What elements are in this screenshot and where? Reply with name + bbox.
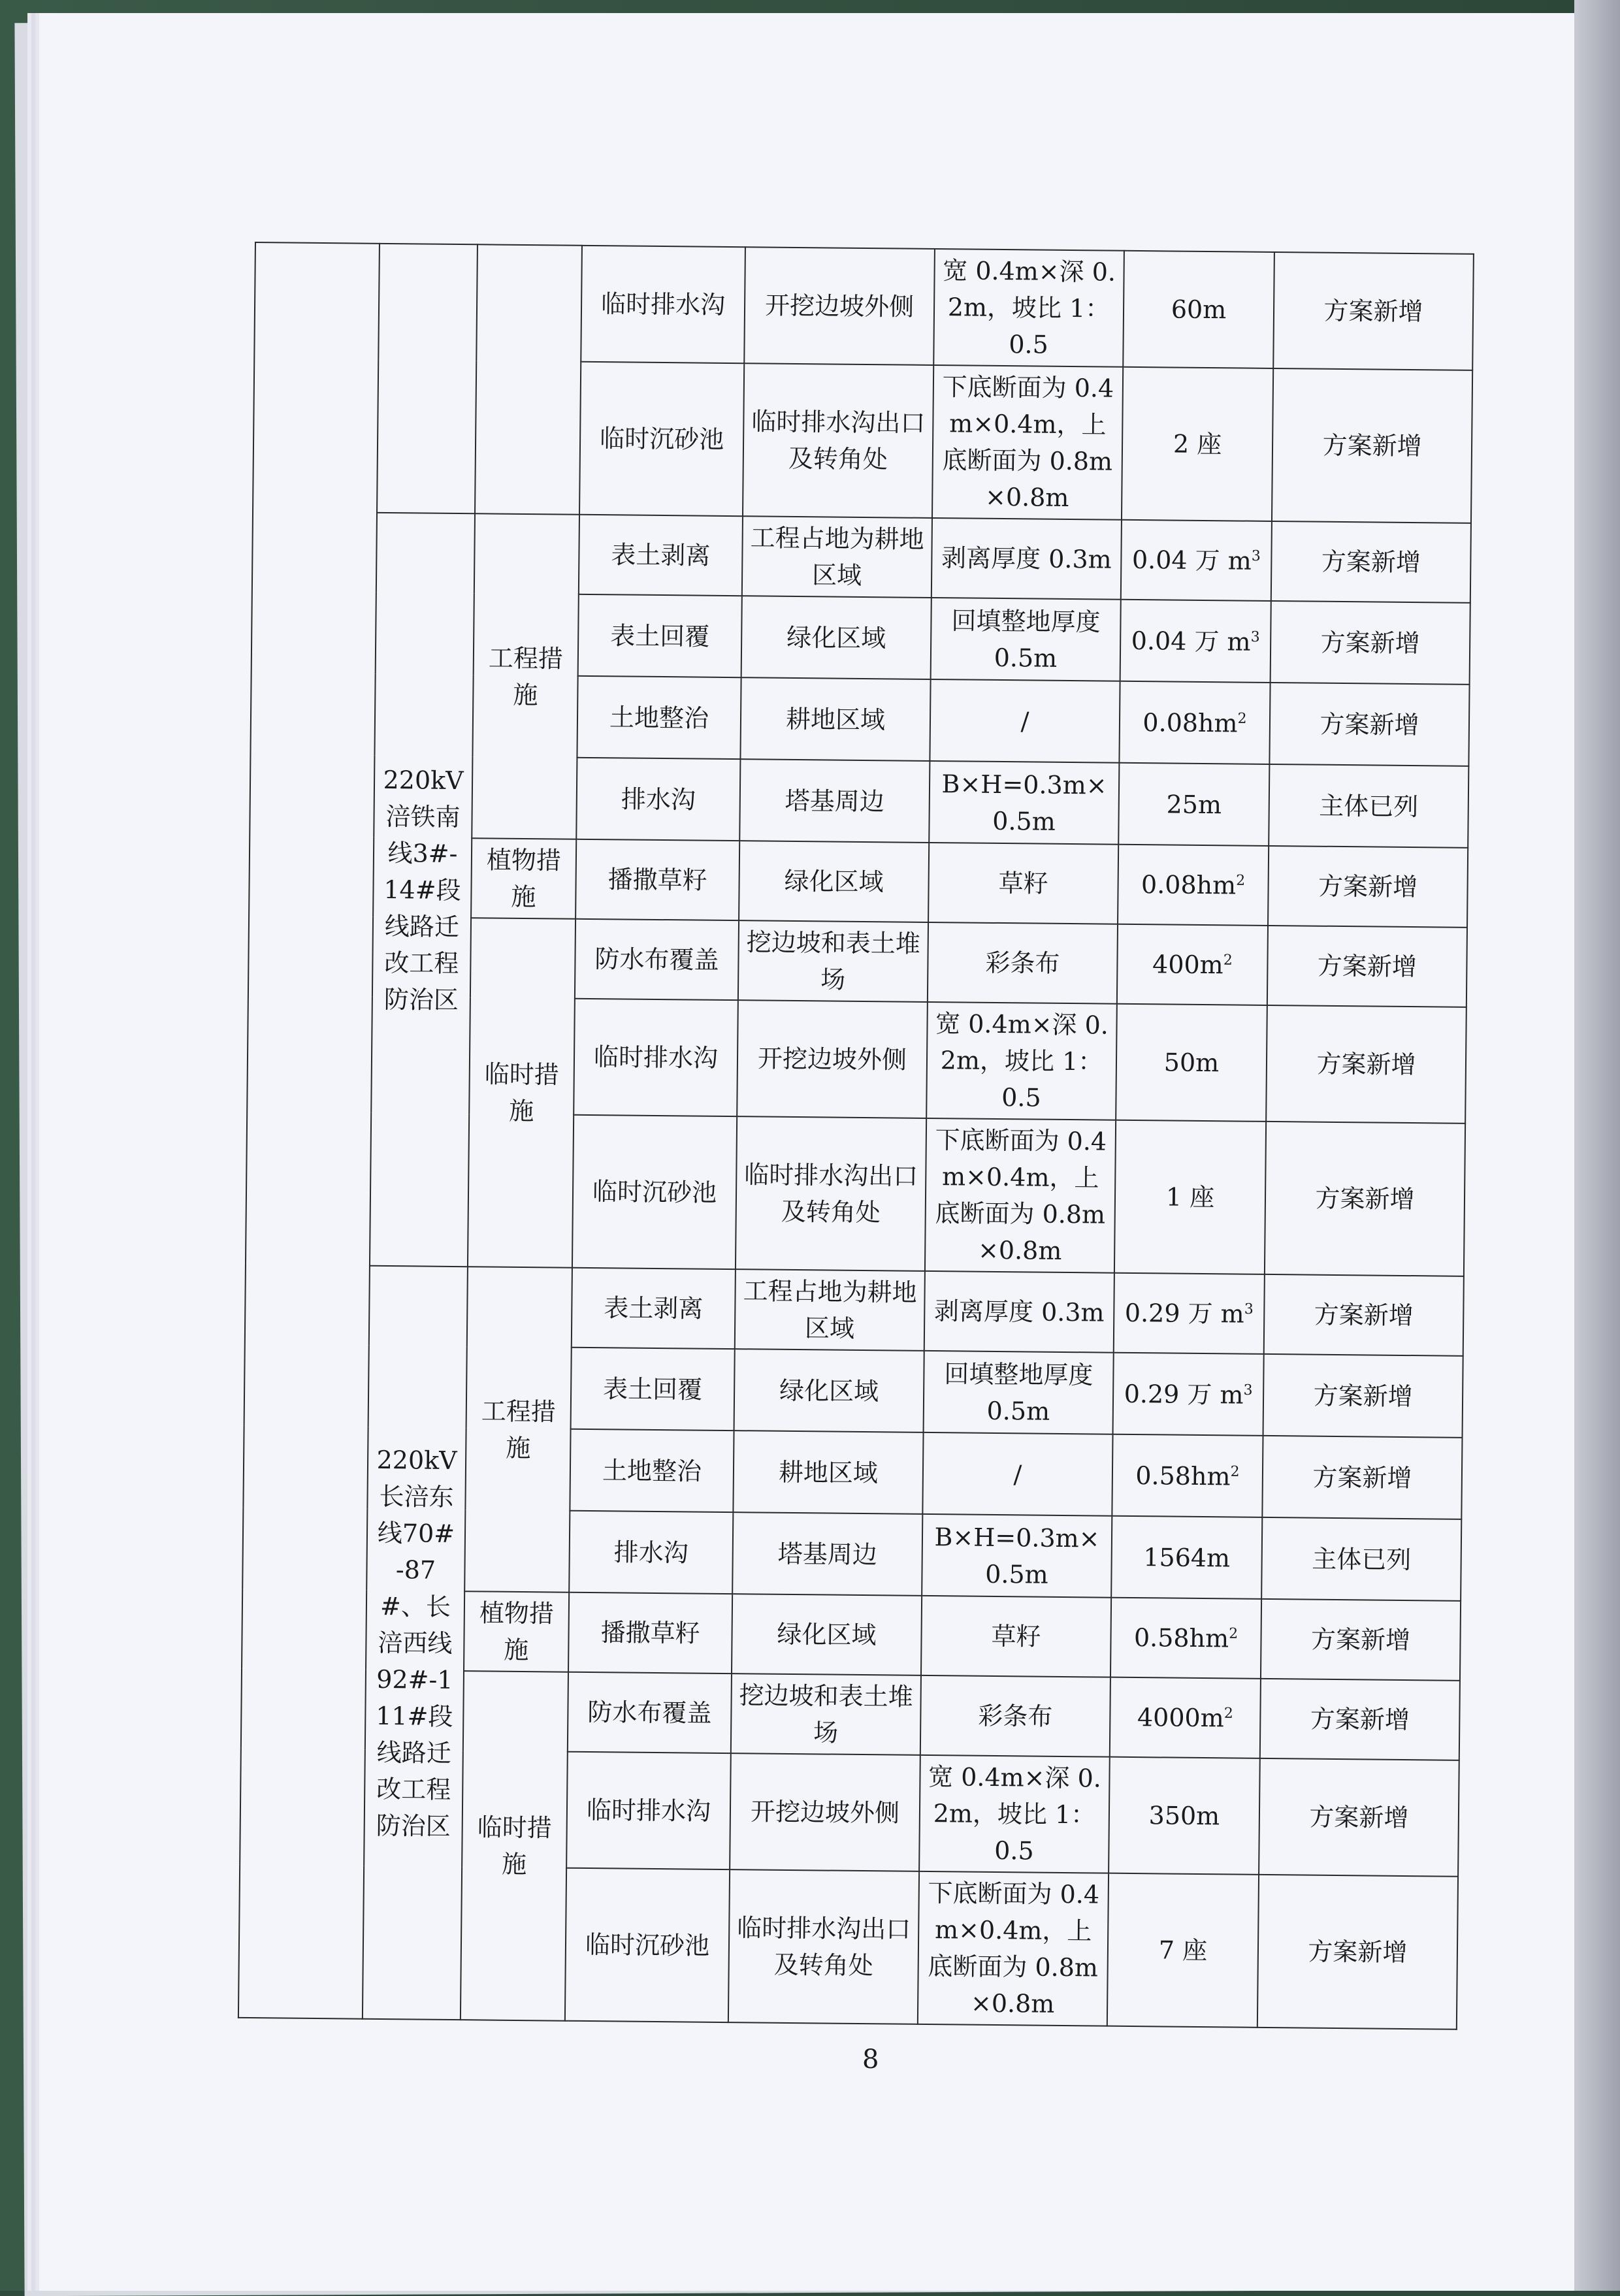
spec-cell: 回填整地厚度 0.5m <box>924 1351 1114 1434</box>
quantity-cell <box>1118 763 1269 846</box>
quantity-value: 1 座 <box>1165 1182 1215 1212</box>
spec-cell: B×H=0.3m×0.5m <box>922 1514 1112 1598</box>
measures-table <box>238 242 1474 2030</box>
category-cell: 植物措施 <box>464 1591 569 1672</box>
category-cell: 工程措施 <box>472 513 579 839</box>
spec-cell: 彩条布 <box>920 1675 1110 1757</box>
quantity-value: 0.04 万 m <box>1131 626 1251 656</box>
measure-cell: 土地整治 <box>577 676 741 759</box>
measure-cell: 临时沉砂池 <box>572 1115 737 1269</box>
spec-cell: 下底断面为 0.4m×0.4m，上底断面为 0.8m×0.8m <box>925 1118 1116 1273</box>
spec-cell: / <box>930 679 1120 763</box>
quantity-value: 4000m <box>1137 1703 1224 1733</box>
quantity-cell <box>1123 251 1274 368</box>
spec-cell: B×H=0.3m×0.5m <box>929 761 1119 845</box>
spec-cell: 下底断面为 0.4m×0.4m，上底断面为 0.8m×0.8m <box>932 365 1123 520</box>
status-cell: 主体已列 <box>1269 764 1468 848</box>
quantity-value: 0.58hm <box>1133 1623 1229 1653</box>
location-cell: 挖边坡和表土堆场 <box>731 1673 921 1755</box>
unit-exponent: 2 <box>1223 952 1233 969</box>
status-cell: 方案新增 <box>1273 252 1474 370</box>
measure-cell: 防水布覆盖 <box>568 1672 732 1753</box>
status-cell: 主体已列 <box>1261 1517 1461 1601</box>
quantity-value: 350m <box>1148 1801 1220 1831</box>
measure-cell: 排水沟 <box>576 758 740 841</box>
quantity-value: 0.29 万 m <box>1124 1298 1244 1329</box>
location-cell: 绿化区域 <box>734 1349 924 1432</box>
quantity-cell <box>1111 1516 1262 1599</box>
quantity-cell <box>1122 367 1273 521</box>
quantity-value: 25m <box>1166 789 1222 819</box>
page-number: 8 <box>862 2045 879 2075</box>
unit-exponent: 2 <box>1236 872 1246 889</box>
quantity-cell <box>1109 1757 1260 1875</box>
measure-cell: 表土剥离 <box>572 1268 736 1349</box>
quantity-cell <box>1119 681 1270 764</box>
quantity-value: 7 座 <box>1158 1935 1208 1965</box>
unit-exponent: 3 <box>1243 1382 1253 1399</box>
measure-cell: 表土回覆 <box>571 1348 735 1431</box>
outer-blank-cell <box>238 242 380 2019</box>
quantity-cell <box>1118 845 1269 926</box>
status-cell: 方案新增 <box>1271 601 1470 685</box>
location-cell: 开挖边坡外侧 <box>737 1000 928 1118</box>
quantity-value: 50m <box>1163 1048 1220 1078</box>
quantity-cell <box>1110 1677 1261 1758</box>
location-cell: 开挖边坡外侧 <box>730 1753 920 1871</box>
measure-cell: 临时沉砂池 <box>579 362 744 516</box>
unit-exponent: 3 <box>1250 628 1260 645</box>
location-cell: 塔基周边 <box>739 759 930 843</box>
region-cell: 220kV涪铁南线3#-14#段线路迁改工程防治区 <box>370 513 475 1267</box>
status-cell: 方案新增 <box>1263 1354 1463 1438</box>
unit-exponent: 3 <box>1244 1301 1254 1318</box>
quantity-value: 400m <box>1152 950 1223 980</box>
category-cell: 工程措施 <box>464 1267 572 1593</box>
status-cell: 方案新增 <box>1267 926 1467 1007</box>
quantity-cell <box>1110 1598 1261 1679</box>
status-cell: 方案新增 <box>1259 1758 1459 1877</box>
measures-table-body <box>238 242 1474 2029</box>
table-row <box>254 242 1474 370</box>
status-cell: 方案新增 <box>1262 1436 1462 1519</box>
measure-cell: 播撒草籽 <box>568 1593 732 1673</box>
status-cell: 方案新增 <box>1271 521 1471 603</box>
measure-cell: 土地整治 <box>570 1429 734 1512</box>
region-cell <box>377 244 478 513</box>
measure-cell: 临时排水沟 <box>566 1752 731 1869</box>
quantity-value: 0.58hm <box>1135 1461 1231 1491</box>
unit-exponent: 2 <box>1223 1705 1233 1722</box>
quantity-cell <box>1113 1353 1264 1436</box>
measure-cell: 临时排水沟 <box>574 999 738 1116</box>
category-cell: 临时措施 <box>461 1671 568 2021</box>
quantity-value: 0.04 万 m <box>1131 545 1252 575</box>
spec-cell: 下底断面为 0.4m×0.4m，上底断面为 0.8m×0.8m <box>918 1871 1109 2026</box>
region-cell: 220kV长涪东线70#-87#、长涪西线92#-111#段线路迁改工程防治区 <box>363 1266 468 2020</box>
unit-exponent: 3 <box>1251 548 1261 565</box>
status-cell: 方案新增 <box>1264 1274 1464 1356</box>
location-cell: 临时排水沟出口及转角处 <box>736 1116 926 1271</box>
spec-cell: 草籽 <box>928 843 1118 924</box>
quantity-value: 1564m <box>1143 1542 1231 1572</box>
spec-cell: 宽 0.4m×深 0.2m，坡比 1：0.5 <box>919 1755 1110 1873</box>
location-cell: 开挖边坡外侧 <box>744 247 935 365</box>
location-cell: 工程占地为耕地区域 <box>742 516 932 598</box>
quantity-value: 2 座 <box>1173 429 1222 459</box>
table-row <box>245 1265 1464 1356</box>
location-cell: 耕地区域 <box>733 1431 923 1514</box>
quantity-cell <box>1116 1004 1267 1122</box>
quantity-cell <box>1112 1434 1263 1517</box>
location-cell: 临时排水沟出口及转角处 <box>743 363 933 518</box>
status-cell: 方案新增 <box>1266 1005 1466 1124</box>
location-cell: 塔基周边 <box>732 1512 922 1596</box>
quantity-value: 60m <box>1171 295 1227 325</box>
measure-cell: 表土剥离 <box>579 515 743 596</box>
location-cell: 挖边坡和表土堆场 <box>738 920 928 1002</box>
spec-cell: 宽 0.4m×深 0.2m，坡比 1：0.5 <box>926 1002 1117 1120</box>
measure-cell: 播撒草籽 <box>575 839 739 920</box>
quantity-cell <box>1114 1273 1265 1354</box>
category-cell: 临时措施 <box>468 918 575 1268</box>
location-cell: 临时排水沟出口及转角处 <box>728 1869 919 2024</box>
measure-cell: 防水布覆盖 <box>575 919 739 1000</box>
spec-cell: 回填整地厚度 0.5m <box>931 598 1121 681</box>
unit-exponent: 2 <box>1230 1463 1240 1480</box>
location-cell: 工程占地为耕地区域 <box>735 1269 925 1351</box>
quantity-cell <box>1107 1873 1259 2028</box>
status-cell: 方案新增 <box>1260 1679 1460 1760</box>
status-cell: 方案新增 <box>1272 368 1472 523</box>
measure-cell: 排水沟 <box>569 1511 733 1594</box>
status-cell: 方案新增 <box>1257 1875 1458 2029</box>
spec-cell: 剥离厚度 0.3m <box>924 1271 1114 1353</box>
quantity-cell <box>1121 520 1272 601</box>
status-cell: 方案新增 <box>1269 683 1469 766</box>
table-row <box>252 511 1471 603</box>
location-cell: 绿化区域 <box>739 841 929 922</box>
spec-cell: 剥离厚度 0.3m <box>932 518 1122 600</box>
unit-exponent: 2 <box>1229 1625 1239 1642</box>
category-cell <box>475 244 582 515</box>
measure-cell: 临时排水沟 <box>581 246 745 363</box>
location-cell: 绿化区域 <box>732 1594 922 1675</box>
status-cell: 方案新增 <box>1261 1599 1461 1681</box>
quantity-cell <box>1120 600 1271 683</box>
measure-cell: 临时沉砂池 <box>565 1868 730 2022</box>
scanner-edge-shadow <box>1574 0 1620 2291</box>
category-cell: 植物措施 <box>471 838 576 919</box>
quantity-value: 0.29 万 m <box>1124 1379 1244 1410</box>
measure-cell: 表土回覆 <box>578 594 742 677</box>
status-cell: 方案新增 <box>1268 846 1468 928</box>
unit-exponent: 2 <box>1237 710 1247 727</box>
location-cell: 绿化区域 <box>741 596 932 679</box>
quantity-value: 0.08hm <box>1141 870 1237 900</box>
spec-cell: 宽 0.4m×深 0.2m，坡比 1：0.5 <box>933 249 1124 367</box>
location-cell: 耕地区域 <box>740 677 930 761</box>
spec-cell: 彩条布 <box>928 922 1118 1004</box>
spec-cell: / <box>922 1432 1112 1516</box>
quantity-value: 0.08hm <box>1142 707 1238 737</box>
quantity-cell <box>1114 1120 1266 1274</box>
quantity-cell <box>1117 924 1268 1005</box>
status-cell: 方案新增 <box>1265 1122 1465 1276</box>
spec-cell: 草籽 <box>921 1596 1111 1677</box>
